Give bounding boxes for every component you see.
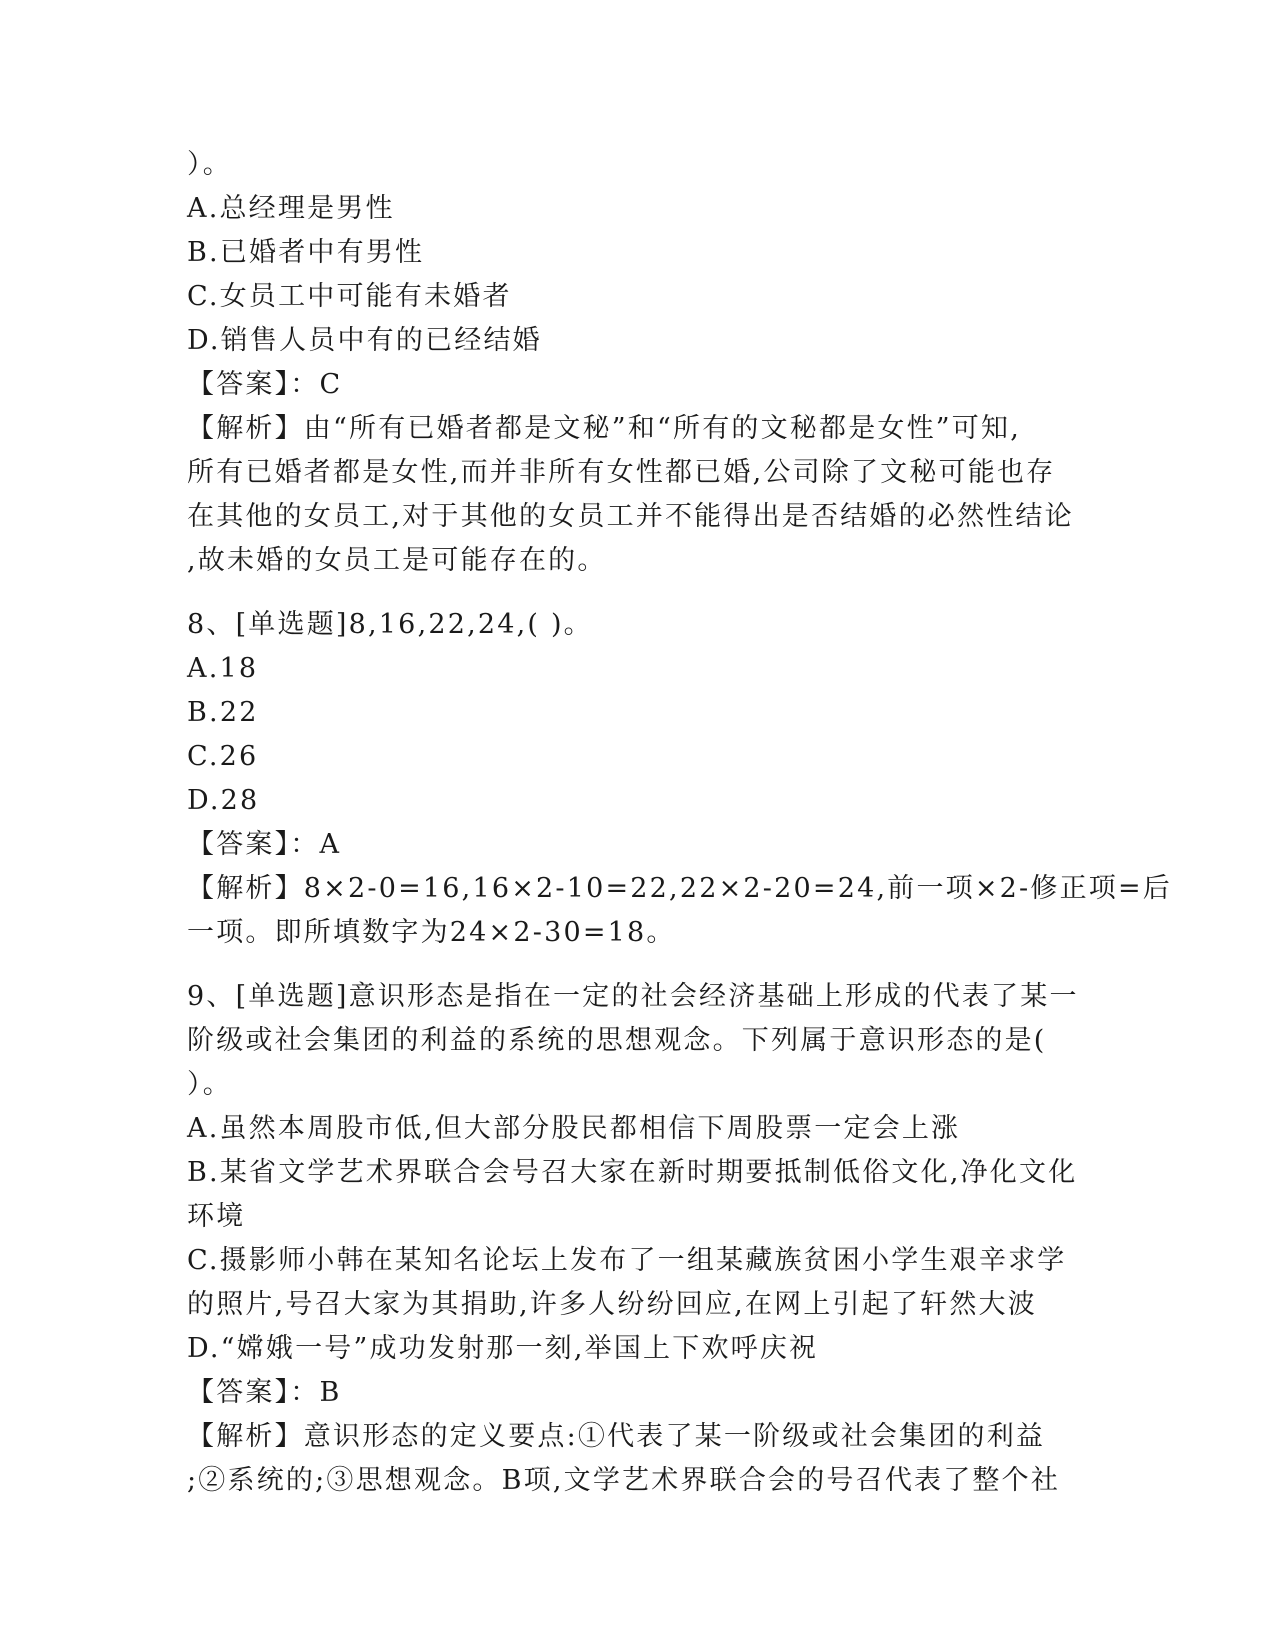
option-b: B.22 (187, 697, 259, 728)
analysis-line: 在其他的女员工,对于其他的女员工并不能得出是否结婚的必然性结论 (187, 501, 1074, 532)
option-c: C.26 (187, 741, 259, 772)
question-stem: 8、[单选题]8,16,22,24,( )。 (187, 609, 593, 640)
question-stem: 阶级或社会集团的利益的系统的思想观念。下列属于意识形态的是( (187, 1025, 1047, 1056)
answer: 【答案】：B (187, 1377, 342, 1408)
analysis-line: 【解析】意识形态的定义要点:①代表了某一阶级或社会集团的利益 (187, 1421, 1046, 1452)
analysis-line: 所有已婚者都是女性,而并非所有女性都已婚,公司除了文秘可能也存 (187, 457, 1056, 488)
option-d: D.销售人员中有的已经结婚 (187, 325, 542, 356)
question-8 (187, 603, 1172, 955)
option-a: A.总经理是男性 (187, 193, 395, 224)
option-b-cont: 环境 (187, 1201, 246, 1232)
question-stem: ）。 (187, 1069, 232, 1100)
analysis-line: 【解析】由“所有已婚者都是文秘”和“所有的文秘都是女性”可知, (187, 413, 1021, 444)
answer: 【答案】：C (187, 369, 343, 400)
document-page (187, 143, 1172, 1503)
question-7 (187, 143, 1087, 583)
option-c: C.摄影师小韩在某知名论坛上发布了一组某藏族贫困小学生艰辛求学 (187, 1245, 1067, 1276)
question-gap (187, 583, 1087, 603)
option-b: B.某省文学艺术界联合会号召大家在新时期要抵制低俗文化,净化文化 (187, 1157, 1078, 1188)
analysis-line: ;②系统的;③思想观念。B项,文学艺术界联合会的号召代表了整个社 (187, 1465, 1061, 1496)
question-stem: 9、[单选题]意识形态是指在一定的社会经济基础上形成的代表了某一 (187, 981, 1079, 1012)
analysis-line: 【解析】8×2-0=16,16×2-10=22,22×2-20=24,前一项×2-修正项=后 (187, 873, 1172, 904)
option-c-cont: 的照片,号召大家为其捐助,许多人纷纷回应,在网上引起了轩然大波 (187, 1289, 1037, 1320)
analysis-line: ,故未婚的女员工是可能存在的。 (187, 545, 607, 576)
option-d: D.“嫦娥一号”成功发射那一刻,举国上下欢呼庆祝 (187, 1333, 819, 1364)
option-c: C.女员工中可能有未婚者 (187, 281, 512, 312)
option-a: A.虽然本周股市低,但大部分股民都相信下周股票一定会上涨 (187, 1113, 961, 1144)
option-a: A.18 (187, 653, 259, 684)
question-9 (187, 975, 1087, 1503)
option-b: B.已婚者中有男性 (187, 237, 425, 268)
analysis-line: 一项。即所填数字为24×2-30=18。 (187, 917, 676, 948)
question-gap (187, 955, 1087, 975)
question-stem-tail: ）。 (187, 149, 232, 180)
option-d: D.28 (187, 785, 260, 816)
answer: 【答案】：A (187, 829, 342, 860)
